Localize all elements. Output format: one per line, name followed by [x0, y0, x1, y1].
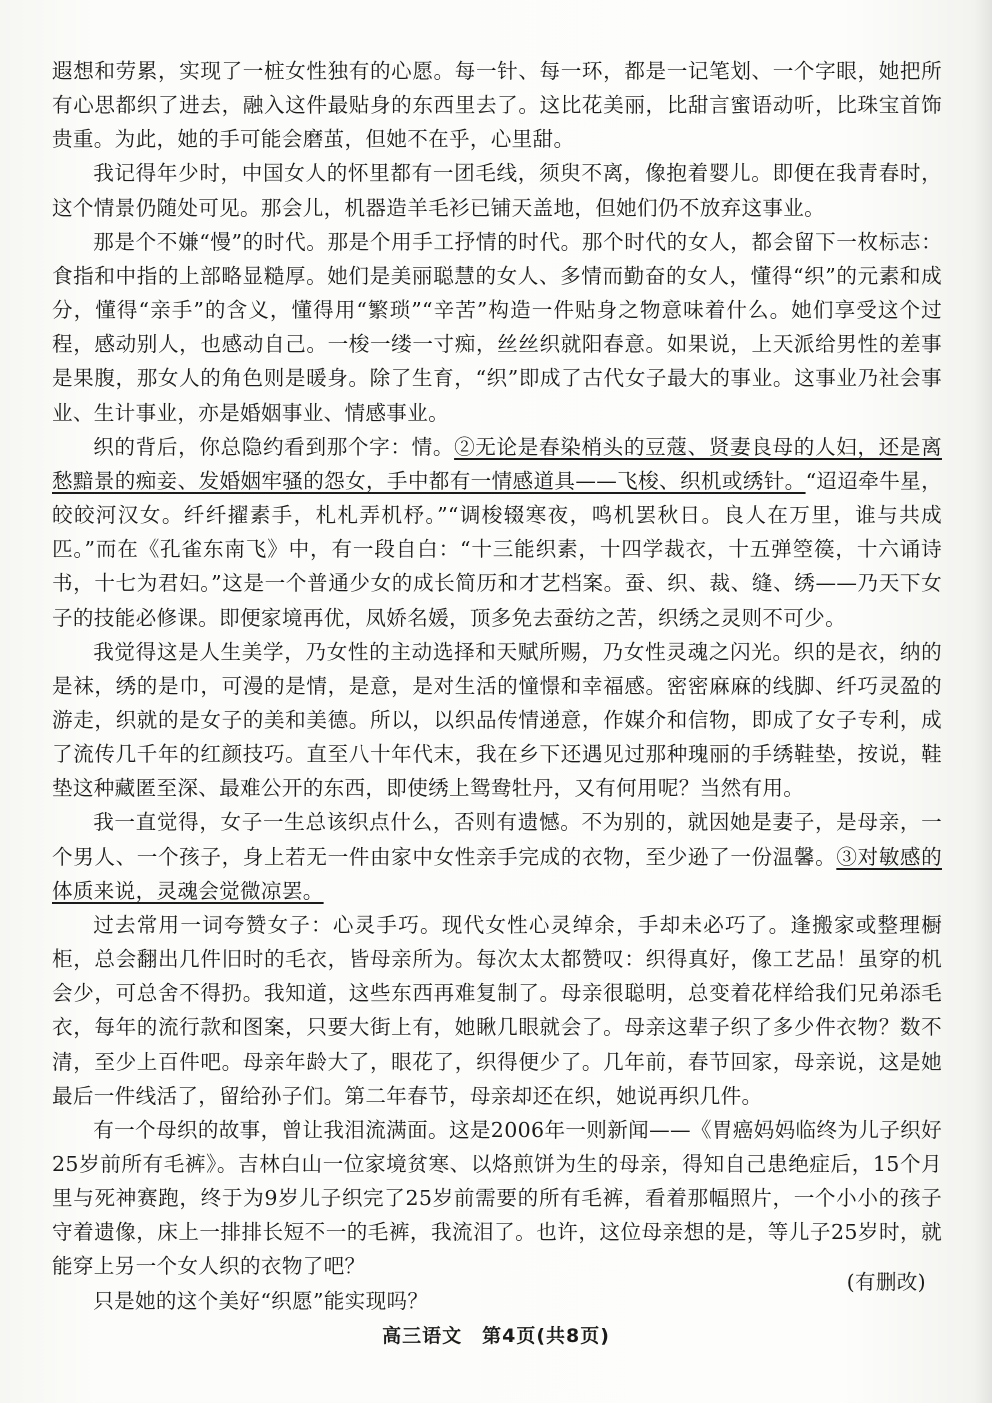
paragraph-2: 我记得年少时，中国女人的怀里都有一团毛线，须臾不离，像抱着婴儿。即便在我青春时，这个情景仍随处可见。那会儿，机器造羊毛衫已铺天盖地，但她们仍不放弃这事业。 [52, 161, 942, 220]
article-body [52, 54, 942, 1318]
paragraph-3: 那是个不嫌“慢”的时代。那是个用手工抒情的时代。那个时代的女人，都会留下一枚标志：食指和中指的上部略显糙厚。她们是美丽聪慧的女人、多情而勤奋的女人，懂得“织”的元素和成分，懂得“亲手”的含义，懂得用“繁琐”“辛苦”构造一件贴身之物意味着什么。她们享受这个过程，感动别人，也感动自己。一梭一缕一寸痴，丝丝织就阳春意。如果说，上天派给男性的差事是果腹，那女人的角色则是暖身。除了生育，“织”即成了古代女子最大的事业。这事业乃社会事业、生计事业，亦是婚姻事业、情感事业。 [52, 229, 942, 425]
paragraph-4-rest: “迢迢牵牛星，皎皎河汉女。纤纤擢素手，札札弄机杼。”“调梭辍寒夜，鸣机罢秋日。良人在万里，谁与共成匹。”而在《孔雀东南飞》中，有一段自白：“十三能织素，十四学裁衣，十五弹箜篌，十六诵诗书，十七为君妇。”这是一个普通少女的成长简历和才艺档案。蚕、织、裁、缝、绣——乃天下女子的技能必修课。即便家境再优，凤娇名媛，顶多免去蚕纺之苦，织绣之灵则不可少。 [52, 468, 942, 630]
paragraph-8: 有一个母织的故事，曾让我泪流满面。这是2006年一则新闻——《胃癌妈妈临终为儿子织好25岁前所有毛裤》。吉林白山一位家境贫寒、以烙煎饼为生的母亲，得知自己患绝症后，15个月里与死神赛跑，终于为9岁儿子织完了25岁前需要的所有毛裤，看着那幅照片，一个小小的孩子守着遗像，床上一排排长短不一的毛裤，我流泪了。也许，这位母亲想的是，等儿子25岁时，就能穿上另一个女人织的衣物了吧？ [52, 1117, 942, 1279]
paragraph-7: 过去常用一词夸赞女子：心灵手巧。现代女性心灵绰余，手却未必巧了。逢搬家或整理橱柜，总会翻出几件旧时的毛衣，皆母亲所为。每次太太都赞叹：织得真好，像工艺品！虽穿的机会少，可总舍不得扔。我知道，这些东西再难复制了。母亲很聪明，总变着花样给我们兄弟添毛衣，每年的流行款和图案，只要大街上有，她瞅几眼就会了。母亲这辈子织了多少件衣物？数不清，至少上百件吧。母亲年龄大了，眼花了，织得便少了。几年前，春节回家，母亲说，这是她最后一件线活了，留给孙子们。第二年春节，母亲却还在织，她说再织几件。 [52, 912, 942, 1108]
paragraph-4 [52, 430, 942, 635]
edit-note: (有删改) [846, 1270, 926, 1294]
paragraph-1: 遐想和劳累，实现了一桩女性独有的心愿。每一针、每一环，都是一记笔划、一个字眼，她把所有心思都织了进去，融入这件最贴身的东西里去了。这比花美丽，比甜言蜜语动听，比珠宝首饰贵重。为此，她的手可能会磨茧，但她不在乎，心里甜。 [52, 59, 942, 152]
paragraph-6-lead: 我一直觉得，女子一生总该织点什么，否则有遗憾。不为别的，就因她是妻子，是母亲，一个男人、一个孩子，身上若无一件由家中女性亲手完成的衣物，至少逊了一份温馨。 [52, 810, 942, 869]
paragraph-9: 只是她的这个美好“织愿”能实现吗？ [93, 1288, 429, 1313]
underlined-sentence-3: ③对敏感的体质来说，灵魂会觉微凉罢。 [52, 844, 942, 903]
paragraph-5: 我觉得这是人生美学，乃女性的主动选择和天赋所赐，乃女性灵魂之闪光。织的是衣，纳的是袜，绣的是巾，可漫的是情，是意，是对生活的憧憬和幸福感。密密麻麻的线脚、纤巧灵盈的游走，织就的是女子的美和美德。所以，以织品传情递意，作媒介和信物，即成了女子专利，成了流传几千年的红颜技巧。直至八十年代末，我在乡下还遇见过那种瑰丽的手绣鞋垫，按说，鞋垫这种藏匿至深、最难公开的东西，即使绣上鸳鸯牡丹，又有何用呢？当然有用。 [52, 639, 942, 801]
paragraph-4-lead: 织的背后，你总隐约看到那个字：情。 [93, 434, 455, 459]
page-footer: 高三语文 第4页(共8页) [382, 1325, 610, 1347]
page-edge-shadow [974, 0, 992, 1403]
underlined-sentence-2: ②无论是春染梢头的豆蔻、贤妻良母的人妇，还是离愁黯景的痴妾、发婚姻牢骚的怨女，手中都有一情感道具——飞梭、织机或绣针。 [52, 434, 942, 493]
paragraph-6 [52, 805, 942, 907]
